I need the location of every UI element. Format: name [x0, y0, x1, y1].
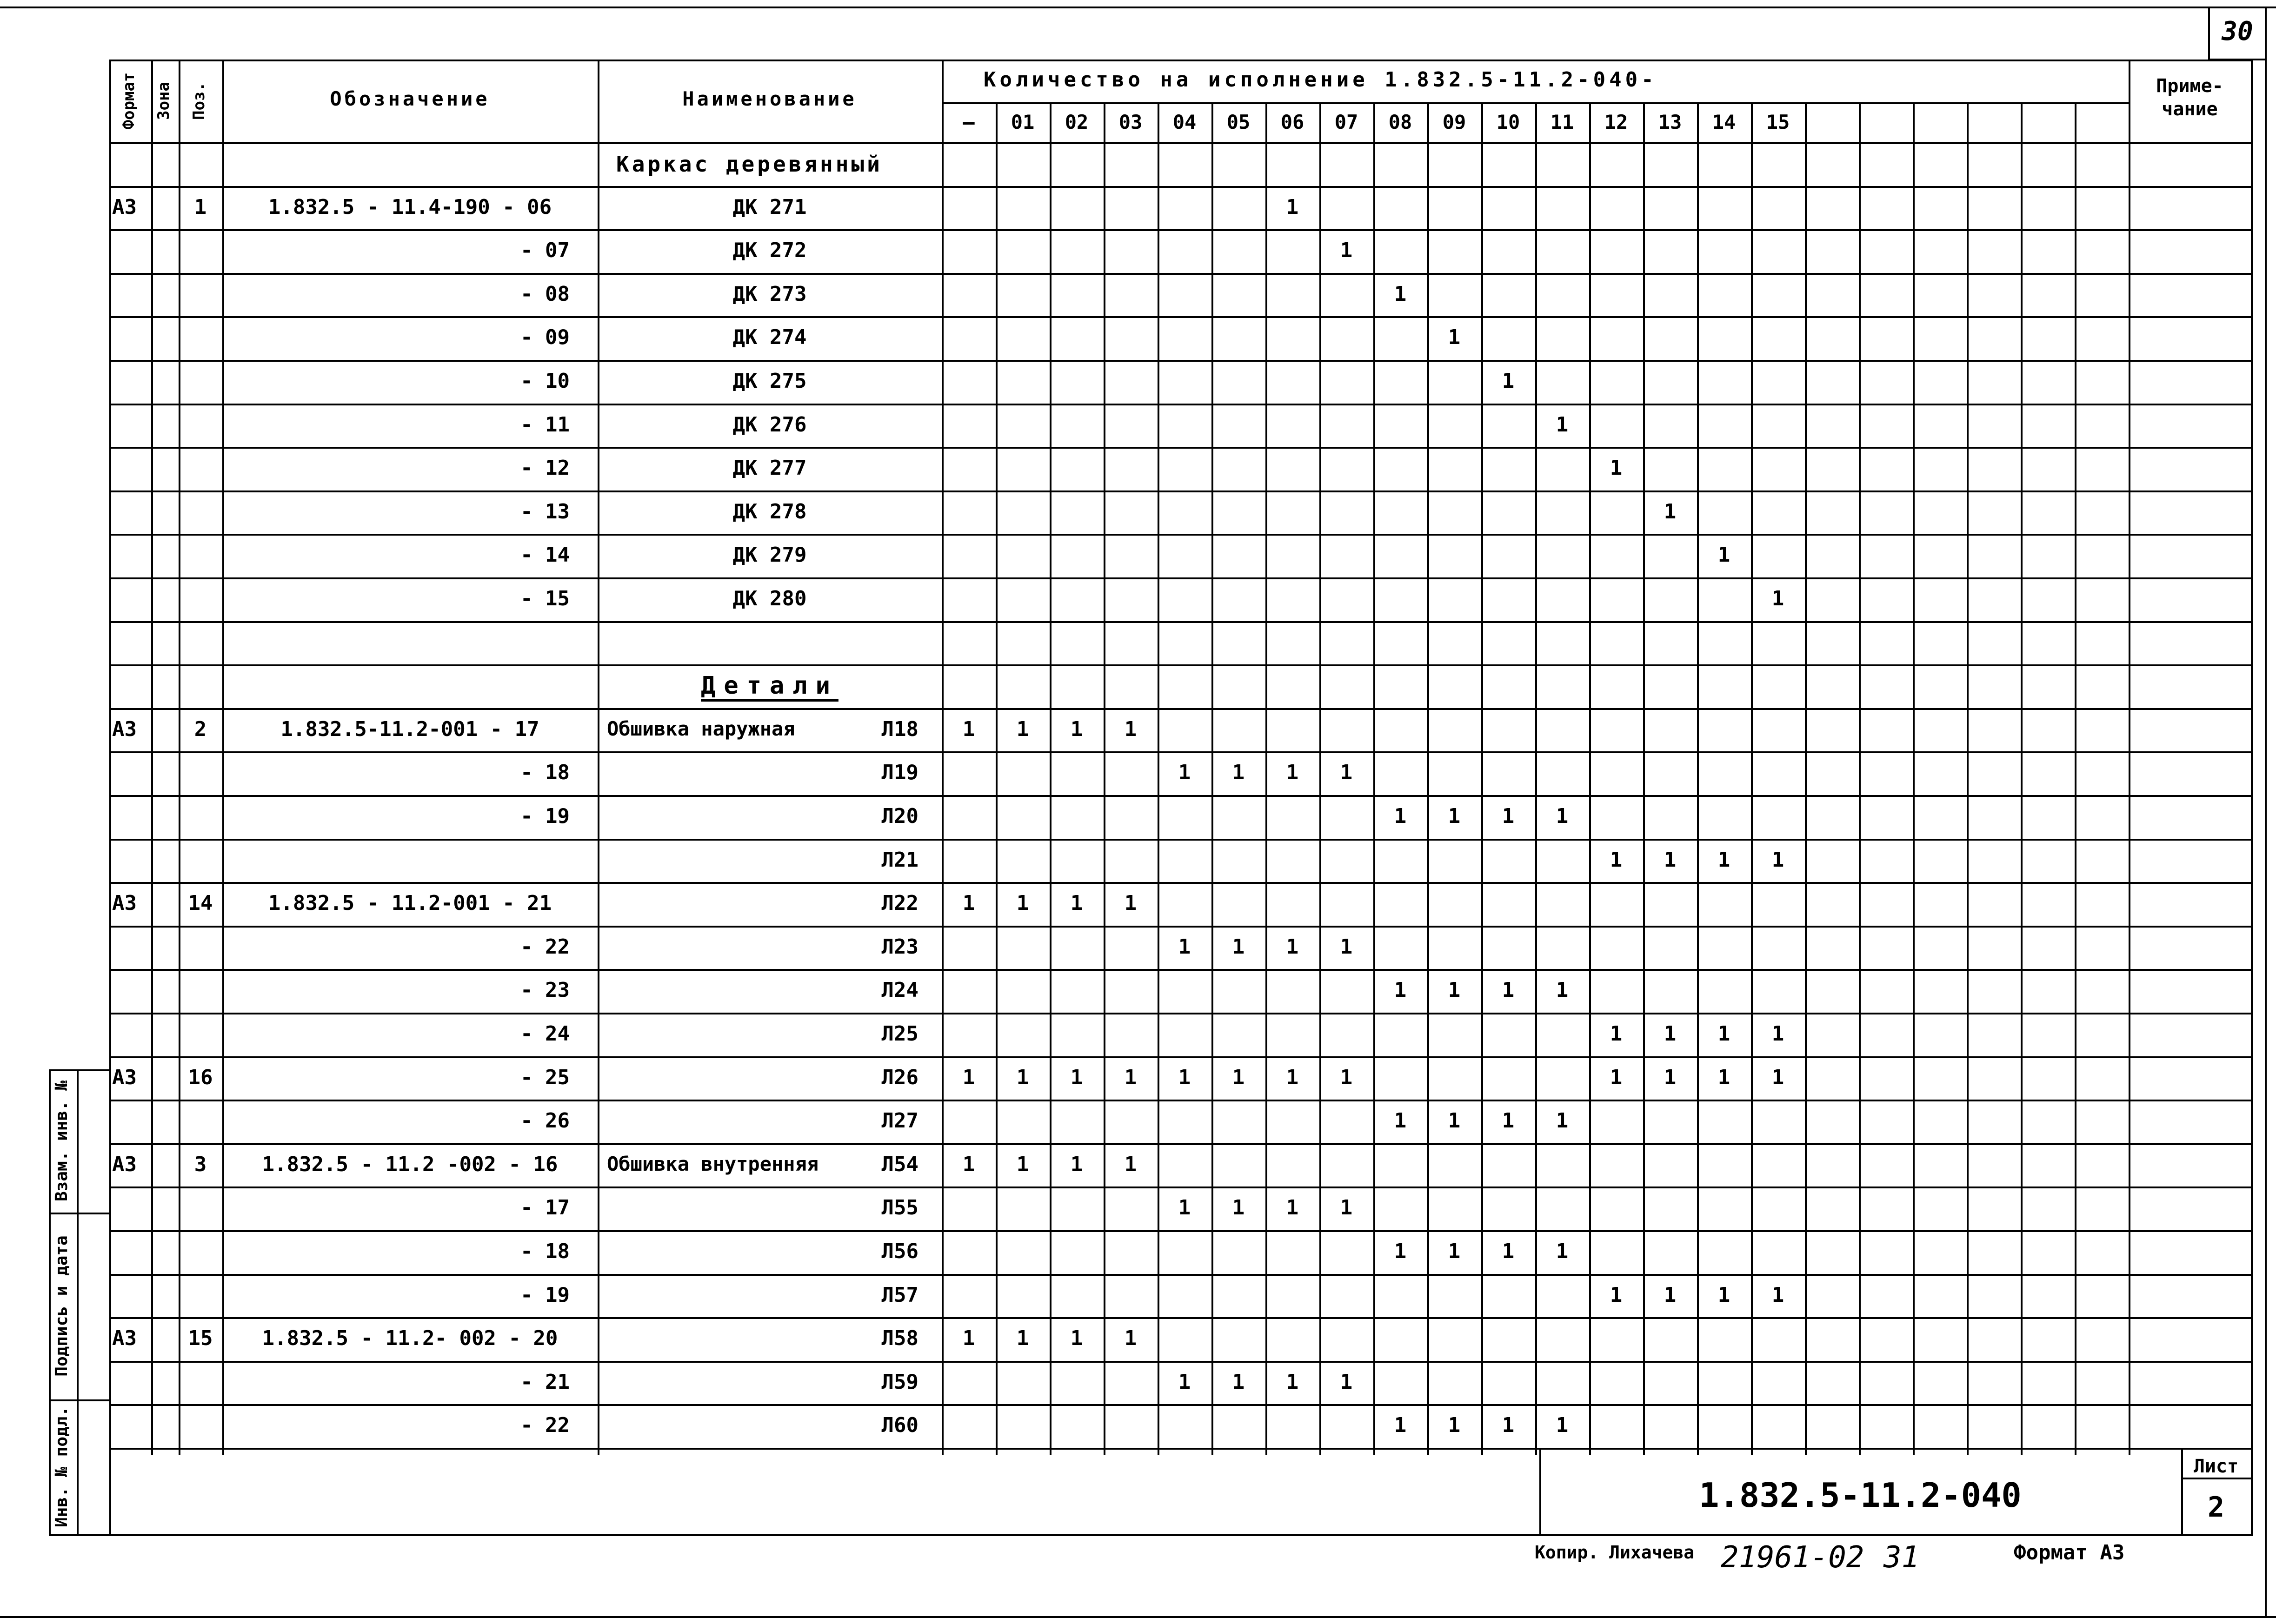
row-name-code-cell: Л27 [881, 1109, 918, 1133]
variant-column-divider [1913, 102, 1915, 1455]
row-quantity-cell: 1 [962, 891, 975, 915]
variant-column-divider [1859, 102, 1861, 1455]
row-quantity-cell: 1 [1610, 848, 1623, 872]
row-quantity-cell: 1 [1016, 1153, 1029, 1176]
row-quantity-cell: 1 [1664, 1022, 1677, 1046]
row-quantity-cell: 1 [1178, 1370, 1191, 1394]
row-divider [109, 273, 2251, 275]
row-name-code-cell: Л25 [881, 1022, 918, 1046]
row-quantity-cell: 1 [1340, 1066, 1353, 1089]
row-divider [109, 360, 2251, 362]
row-quantity-cell: 1 [1717, 543, 1730, 567]
row-designation-cell: - 12 [520, 456, 570, 480]
outer-top-border [0, 7, 2276, 8]
row-quantity-cell: 1 [1717, 1066, 1730, 1089]
row-quantity-cell: 1 [1556, 978, 1569, 1002]
row-quantity-cell: 1 [1556, 1240, 1569, 1263]
row-quantity-cell: 1 [1771, 1022, 1784, 1046]
row-quantity-cell: 1 [1502, 1240, 1515, 1263]
row-format-cell: А3 [112, 717, 137, 741]
row-quantity-cell: 1 [1016, 891, 1029, 915]
row-quantity-cell: 1 [1610, 456, 1623, 480]
row-pos-cell: 2 [194, 717, 207, 741]
row-name-code-cell: Л21 [881, 848, 918, 872]
row-quantity-cell: 1 [1771, 848, 1784, 872]
row-name-code-cell: Л59 [881, 1370, 918, 1394]
row-name-cell: ДК 275 [732, 369, 807, 393]
top-sheet-number: 30 [2222, 16, 2253, 46]
variant-header-11: 11 [1550, 111, 1574, 133]
row-quantity-cell: 1 [1286, 1370, 1299, 1394]
footer-page-number: 31 [1883, 1540, 1920, 1575]
row-quantity-cell: 1 [1070, 1153, 1083, 1176]
row-quantity-cell: 1 [1502, 978, 1515, 1002]
variant-header-14: 14 [1712, 111, 1736, 133]
row-quantity-cell: 1 [1771, 1283, 1784, 1307]
row-divider [109, 186, 2251, 188]
row-quantity-cell: 1 [1556, 804, 1569, 828]
row-quantity-cell: 1 [1664, 848, 1677, 872]
row-name-code-cell: Л57 [881, 1283, 918, 1307]
row-quantity-cell: 1 [1556, 413, 1569, 437]
row-name-heading: Каркас деревянный [616, 152, 883, 177]
outer-bottom-border [0, 1616, 2276, 1618]
row-quantity-cell: 1 [1232, 935, 1245, 959]
row-name-cell: ДК 277 [732, 456, 807, 480]
row-divider [109, 926, 2251, 928]
title-block-bottom-border [109, 1534, 2253, 1536]
row-quantity-cell: 1 [962, 1153, 975, 1176]
row-divider [109, 534, 2251, 536]
row-quantity-cell: 1 [1394, 1240, 1407, 1263]
row-designation-cell: - 11 [520, 413, 570, 437]
row-designation-cell: 1.832.5-11.2-001 - 17 [280, 717, 539, 741]
title-block-sheet-label-line [2181, 1478, 2253, 1479]
row-name-cell: ДК 280 [732, 587, 807, 610]
row-quantity-cell: 1 [1016, 717, 1029, 741]
variant-header-0: — [963, 111, 975, 133]
row-quantity-cell: 1 [1178, 1196, 1191, 1220]
row-name-cell: ДК 276 [732, 413, 807, 437]
row-quantity-cell: 1 [1286, 195, 1299, 219]
row-quantity-cell: 1 [1664, 1066, 1677, 1089]
variant-column-divider [1805, 102, 1807, 1455]
row-name-cell: ДК 273 [732, 282, 807, 306]
variant-column-divider [1697, 102, 1699, 1455]
row-divider [109, 1056, 2251, 1058]
row-name-code-cell: Л56 [881, 1240, 918, 1263]
variant-header-10: 10 [1496, 111, 1520, 133]
row-divider [109, 664, 2251, 666]
row-designation-cell: - 18 [520, 761, 570, 784]
row-designation-cell: 1.832.5 - 11.2 -002 - 16 [262, 1153, 558, 1176]
side-stamp-left-border [49, 1069, 51, 1534]
row-name-cell: Обшивка наружная [607, 717, 795, 740]
row-quantity-cell: 1 [1286, 1196, 1299, 1220]
row-divider [109, 229, 2251, 231]
title-block-left-border [109, 1448, 111, 1534]
side-stamp-bottom-border [49, 1534, 109, 1536]
row-quantity-cell: 1 [1340, 935, 1353, 959]
row-designation-cell: - 21 [520, 1370, 570, 1394]
row-divider [109, 1274, 2251, 1276]
row-designation-cell: - 26 [520, 1109, 570, 1133]
row-designation-cell: - 19 [520, 1283, 570, 1307]
row-quantity-cell: 1 [1124, 1066, 1137, 1089]
side-stamp-podpis-data: Подпись и дата [52, 1235, 71, 1377]
row-quantity-cell: 1 [1394, 1413, 1407, 1437]
row-quantity-cell: 1 [1448, 1240, 1461, 1263]
row-quantity-cell: 1 [1286, 935, 1299, 959]
header-pos-label: Поз. [190, 82, 208, 120]
row-name-code-cell: Л54 [881, 1153, 918, 1176]
side-stamp-inv-podl: Инв. № подл. [52, 1406, 71, 1528]
header-name-label: Наименование [682, 87, 857, 110]
row-quantity-cell: 1 [1448, 978, 1461, 1002]
row-designation-cell: - 10 [520, 369, 570, 393]
column-divider [942, 60, 944, 1455]
row-quantity-cell: 1 [1394, 1109, 1407, 1133]
row-divider [109, 839, 2251, 841]
row-quantity-cell: 1 [1556, 1109, 1569, 1133]
row-quantity-cell: 1 [1717, 1022, 1730, 1046]
row-quantity-cell: 1 [1340, 239, 1353, 262]
row-divider [109, 1100, 2251, 1101]
row-name-code-cell: Л24 [881, 978, 918, 1002]
row-name-code-cell: Л22 [881, 891, 918, 915]
header-note-label: Приме-чание [2156, 75, 2223, 120]
row-designation-cell: 1.832.5 - 11.2- 002 - 20 [262, 1326, 558, 1350]
row-divider [109, 491, 2251, 492]
row-quantity-cell: 1 [1664, 1283, 1677, 1307]
row-pos-cell: 16 [188, 1066, 213, 1089]
row-quantity-cell: 1 [1502, 369, 1515, 393]
table-top-border [109, 60, 2251, 61]
row-quantity-cell: 1 [1556, 1413, 1569, 1437]
row-quantity-cell: 1 [962, 1066, 975, 1089]
row-name-code-cell: Л55 [881, 1196, 918, 1220]
row-quantity-cell: 1 [1771, 587, 1784, 610]
variant-column-divider [1751, 102, 1753, 1455]
title-block-doc-code: 1.832.5-11.2-040 [1699, 1476, 2022, 1515]
row-divider [109, 447, 2251, 449]
row-divider [109, 1013, 2251, 1014]
row-format-cell: А3 [112, 1066, 137, 1089]
row-quantity-cell: 1 [1232, 761, 1245, 784]
row-quantity-cell: 1 [1448, 804, 1461, 828]
row-divider [109, 1230, 2251, 1232]
row-pos-cell: 3 [194, 1153, 207, 1176]
row-name-code-cell: Л20 [881, 804, 918, 828]
row-quantity-cell: 1 [1070, 1066, 1083, 1089]
row-divider [109, 577, 2251, 579]
row-designation-cell: - 22 [520, 935, 570, 959]
row-divider [109, 969, 2251, 971]
row-divider [109, 751, 2251, 753]
row-name-code-cell: Л58 [881, 1326, 918, 1350]
row-quantity-cell: 1 [1394, 282, 1407, 306]
header-format-label: Формат [120, 72, 138, 130]
row-quantity-cell: 1 [1394, 804, 1407, 828]
row-divider [109, 621, 2251, 623]
row-designation-cell: - 08 [520, 282, 570, 306]
footer-order-number: 21961-02 [1721, 1540, 1864, 1575]
row-quantity-cell: 1 [1448, 1109, 1461, 1133]
variant-column-divider [1050, 102, 1051, 1455]
row-divider [109, 404, 2251, 405]
variant-column-divider [2075, 102, 2076, 1455]
header-designation-label: Обозначение [330, 87, 490, 110]
header-bottom-border [109, 142, 2251, 144]
row-quantity-cell: 1 [1232, 1066, 1245, 1089]
variant-column-divider [996, 102, 998, 1455]
row-name-cell: Обшивка внутренняя [607, 1153, 819, 1175]
row-designation-cell: - 14 [520, 543, 570, 567]
row-name-cell: ДК 272 [732, 239, 807, 262]
row-quantity-cell: 1 [962, 1326, 975, 1350]
side-stamp-vzam-inv: Взам. инв. № [52, 1080, 71, 1202]
row-divider [109, 1404, 2251, 1406]
variant-header-5: 05 [1226, 111, 1251, 133]
row-quantity-cell: 1 [1178, 935, 1191, 959]
row-pos-cell: 1 [194, 195, 207, 219]
side-stamp-mid-border [77, 1069, 79, 1534]
row-quantity-cell: 1 [1340, 1370, 1353, 1394]
row-quantity-cell: 1 [1070, 891, 1083, 915]
row-designation-cell: - 24 [520, 1022, 570, 1046]
row-name-heading: Детали [701, 672, 839, 700]
variant-header-6: 06 [1280, 111, 1304, 133]
row-divider [109, 882, 2251, 884]
row-designation-cell: - 25 [520, 1066, 570, 1089]
row-quantity-cell: 1 [1178, 1066, 1191, 1089]
row-quantity-cell: 1 [1124, 1153, 1137, 1176]
variant-column-divider [1104, 102, 1105, 1455]
row-quantity-cell: 1 [1394, 978, 1407, 1002]
row-format-cell: А3 [112, 1153, 137, 1176]
row-quantity-cell: 1 [1340, 761, 1353, 784]
row-designation-cell: - 15 [520, 587, 570, 610]
row-designation-cell: 1.832.5 - 11.2-001 - 21 [268, 891, 552, 915]
row-name-cell: ДК 274 [732, 325, 807, 349]
row-quantity-cell: 1 [1340, 1196, 1353, 1220]
variant-header-7: 07 [1334, 111, 1358, 133]
row-format-cell: А3 [112, 195, 137, 219]
variant-header-13: 13 [1658, 111, 1682, 133]
row-divider [109, 708, 2251, 710]
row-quantity-cell: 1 [1124, 891, 1137, 915]
row-divider [109, 1361, 2251, 1363]
row-divider [109, 316, 2251, 318]
row-format-cell: А3 [112, 1326, 137, 1350]
row-designation-cell: - 13 [520, 500, 570, 524]
variant-header-8: 08 [1388, 111, 1412, 133]
variant-header-4: 04 [1172, 111, 1197, 133]
footer-format: Формат А3 [2014, 1541, 2125, 1564]
row-quantity-cell: 1 [1232, 1196, 1245, 1220]
row-quantity-cell: 1 [1502, 1109, 1515, 1133]
row-name-cell: ДК 271 [732, 195, 807, 219]
row-divider [109, 795, 2251, 797]
row-quantity-cell: 1 [1016, 1066, 1029, 1089]
row-quantity-cell: 1 [1448, 325, 1461, 349]
row-quantity-cell: 1 [1286, 1066, 1299, 1089]
row-designation-cell: - 22 [520, 1413, 570, 1437]
row-quantity-cell: 1 [1448, 1413, 1461, 1437]
row-quantity-cell: 1 [1502, 804, 1515, 828]
column-divider [109, 60, 111, 1455]
header-zone-label: Зона [154, 82, 173, 120]
row-quantity-cell: 1 [1070, 1326, 1083, 1350]
variant-header-9: 09 [1442, 111, 1466, 133]
variant-header-3: 03 [1118, 111, 1143, 133]
variant-header-2: 02 [1065, 111, 1089, 133]
title-block-right-border [2251, 1448, 2253, 1534]
row-quantity-cell: 1 [1610, 1283, 1623, 1307]
row-quantity-cell: 1 [1610, 1066, 1623, 1089]
row-pos-cell: 14 [188, 891, 213, 915]
row-designation-cell: 1.832.5 - 11.4-190 - 06 [268, 195, 552, 219]
row-divider [109, 1317, 2251, 1319]
row-designation-cell: - 09 [520, 325, 570, 349]
row-name-code-cell: Л18 [881, 717, 918, 741]
table-right-border [2251, 60, 2253, 1455]
variant-column-divider [1589, 102, 1591, 1455]
row-designation-cell: - 19 [520, 804, 570, 828]
row-quantity-cell: 1 [1070, 717, 1083, 741]
variant-header-1: 01 [1011, 111, 1035, 133]
row-quantity-cell: 1 [1717, 1283, 1730, 1307]
title-block-sheet-label: Лист [2193, 1456, 2239, 1477]
row-quantity-cell: 1 [1771, 1066, 1784, 1089]
row-name-code-cell: Л26 [881, 1066, 918, 1089]
header-quantity-title: Количество на исполнение 1.832.5-11.2-040- [984, 68, 1657, 92]
row-quantity-cell: 1 [1664, 500, 1677, 524]
column-divider [151, 60, 153, 1455]
variant-header-12: 12 [1604, 111, 1628, 133]
variant-header-15: 15 [1766, 111, 1790, 133]
row-quantity-cell: 1 [1286, 761, 1299, 784]
row-pos-cell: 15 [188, 1326, 213, 1350]
row-designation-cell: - 07 [520, 239, 570, 262]
row-name-code-cell: Л23 [881, 935, 918, 959]
row-quantity-cell: 1 [1717, 848, 1730, 872]
row-divider [109, 1187, 2251, 1188]
row-name-code-cell: Л60 [881, 1413, 918, 1437]
row-name-cell: ДК 278 [732, 500, 807, 524]
row-quantity-cell: 1 [1502, 1413, 1515, 1437]
row-quantity-cell: 1 [1124, 717, 1137, 741]
row-quantity-cell: 1 [1178, 761, 1191, 784]
row-divider [109, 1143, 2251, 1145]
row-quantity-cell: 1 [1610, 1022, 1623, 1046]
outer-right-border [2265, 7, 2267, 1618]
row-name-code-cell: Л19 [881, 761, 918, 784]
note-column-divider [2129, 60, 2130, 1455]
column-divider [179, 60, 180, 1455]
title-block-sheet-value: 2 [2207, 1491, 2225, 1524]
row-quantity-cell: 1 [1016, 1326, 1029, 1350]
row-name-cell: ДК 279 [732, 543, 807, 567]
row-designation-cell: - 17 [520, 1196, 570, 1220]
footer-copied-by: Копир. Лихачева [1535, 1542, 1695, 1563]
row-designation-cell: - 23 [520, 978, 570, 1002]
row-designation-cell: - 18 [520, 1240, 570, 1263]
row-quantity-cell: 1 [962, 717, 975, 741]
variant-column-divider [2021, 102, 2023, 1455]
variant-column-divider [1643, 102, 1645, 1455]
row-format-cell: А3 [112, 891, 137, 915]
row-quantity-cell: 1 [1232, 1370, 1245, 1394]
row-divider [109, 1448, 2251, 1450]
row-quantity-cell: 1 [1124, 1326, 1137, 1350]
variant-column-divider [1967, 102, 1969, 1455]
